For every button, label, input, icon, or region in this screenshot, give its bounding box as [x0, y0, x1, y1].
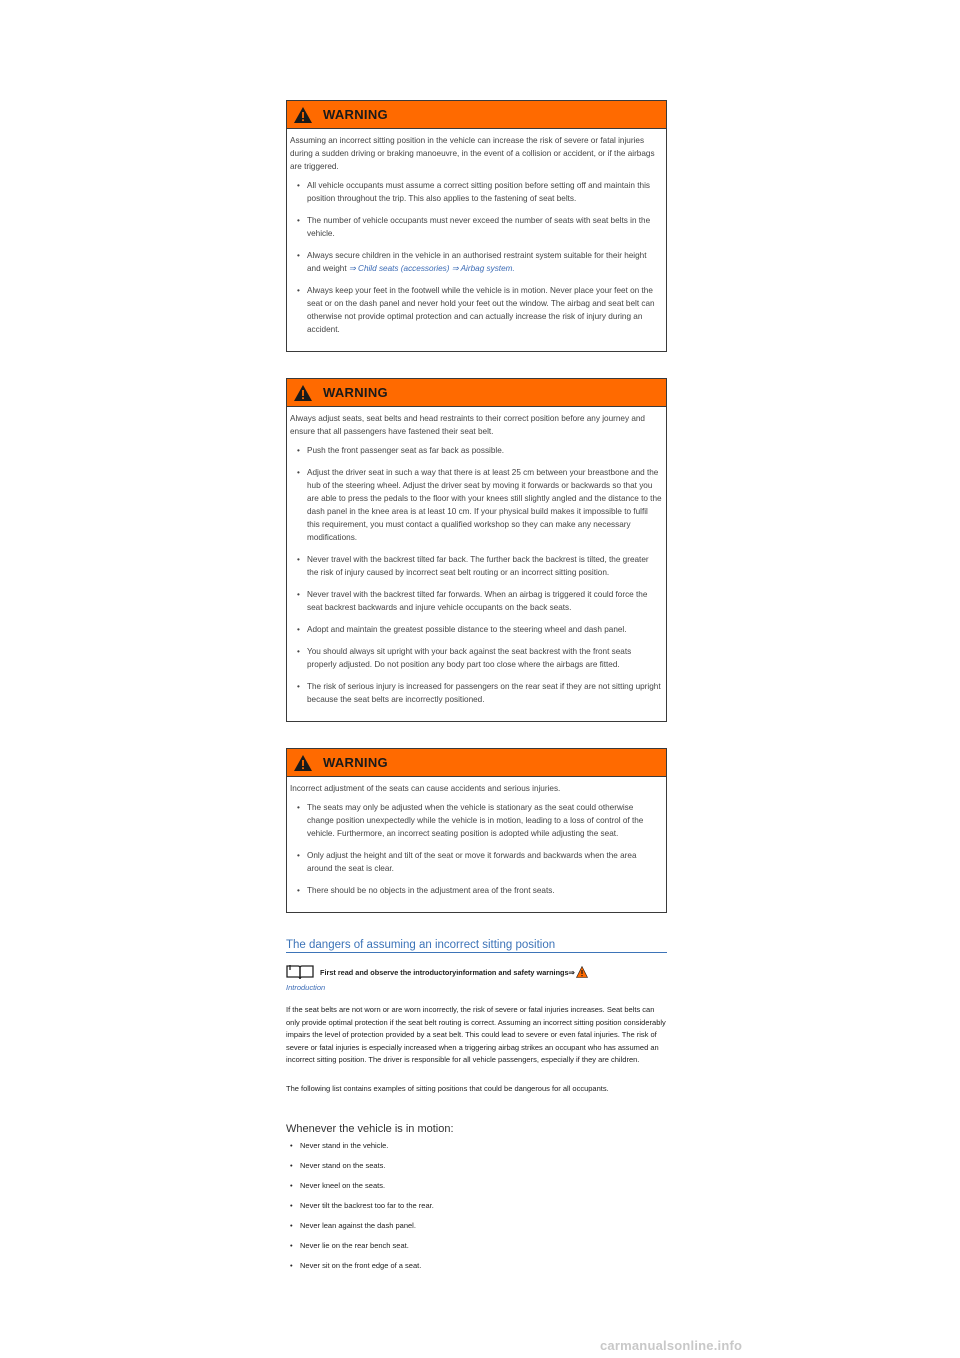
body-paragraph: If the seat belts are not worn or are worn incorrectly, the risk of severe or fatal injuries increases. Seat belts can only provide optimal protection if the seat belt routing is correct. Assuming an incorrect sitting position considerably impairs the level of protection provided by a seat belt. This could lead to severe or even fatal injuries. The risk of severe or fatal injuries is especially increased when a triggering airbag strikes an occupant who has assumed an incorrect sitting position. The driver is responsible for all vehicle passengers, especially if they are children.: [286, 1005, 666, 1064]
warning-triangle-icon: [293, 106, 313, 124]
warning-header: [287, 379, 666, 407]
warning-item: • The risk of serious injury is increased for passengers on the rear seat if they are not sitting upright because the seat belts are incorrectly positioned.: [290, 680, 662, 706]
list-item: • Never sit on the front edge of a seat.: [286, 1260, 667, 1280]
warning-item: • The number of vehicle occupants must never exceed the number of seats with seat belts in the vehicle.: [290, 214, 662, 240]
introduction-link[interactable]: Introduction: [286, 983, 326, 992]
manual-page: [286, 100, 667, 1280]
warning-triangle-icon: [293, 754, 313, 772]
section-title: The dangers of assuming an incorrect sitting position: [286, 939, 667, 953]
child-seats-airbag-link[interactable]: ⇒ Child seats (accessories) ⇒ Airbag system.: [348, 264, 515, 273]
list-item: • Never kneel on the seats.: [286, 1180, 667, 1200]
warning-item: • All vehicle occupants must assume a correct sitting position before setting off and maintain this position throughout the trip. This also applies to the fastening of seat belts.: [290, 179, 662, 205]
warning-item: • Always keep your feet in the footwell while the vehicle is in motion. Never place your feet on the seat or on the dash panel and never hold your feet out the window. The airbag and seat belt can otherwise not provide optimal protection and can actually increase the risk of injury during an accident.: [290, 284, 662, 336]
warning-title: WARNING: [323, 107, 388, 122]
warning-item: • Adopt and maintain the greatest possible distance to the steering wheel and dash panel.: [290, 623, 662, 636]
warning-item: • The seats may only be adjusted when the vehicle is stationary as the seat could otherwise change position unexpectedly while the vehicle is in motion, leading to a loss of control of the vehicle. Furthermore, an incorrect seating position is adopted while adjusting the seat.: [290, 801, 662, 840]
warning-triangle-icon[interactable]: [576, 966, 588, 978]
book-icon: [286, 964, 314, 980]
warning-header: [287, 749, 666, 777]
warning-intro: Assuming an incorrect sitting position in the vehicle can increase the risk of severe or fatal injuries during a sudden driving or braking manoeuvre, in the event of a collision or accident, or if the airbags are triggered.: [290, 136, 655, 171]
warning-item: • Only adjust the height and tilt of the seat or move it forwards and backwards when the area around the seat is clear.: [290, 849, 662, 875]
warning-title: WARNING: [323, 385, 388, 400]
warning-title: WARNING: [323, 755, 388, 770]
warning-item: • Never travel with the backrest tilted far forwards. When an airbag is triggered it could force the seat backrest backwards and injure vehicle occupants on the back seats.: [290, 588, 662, 614]
warning-item: [290, 249, 662, 275]
warning-item: • Push the front passenger seat as far back as possible.: [290, 444, 662, 457]
motion-list: [286, 1140, 667, 1280]
warning-item-text: Always secure children in the vehicle in an authorised restraint system suitable for their height and weight: [307, 251, 647, 273]
body-paragraph-2: The following list contains examples of sitting positions that could be dangerous for all occupants.: [286, 1083, 609, 1093]
warning-box-1: [286, 100, 667, 352]
warning-header: [287, 101, 666, 129]
read-first-text: First read and observe the introductoryinformation and safety warnings⇒: [320, 967, 575, 977]
list-item: • Never stand on the seats.: [286, 1160, 667, 1180]
warning-item: • There should be no objects in the adjustment area of the front seats.: [290, 884, 662, 897]
watermark: carmanualsonline.info: [600, 1338, 743, 1353]
warning-intro: Incorrect adjustment of the seats can cause accidents and serious injuries.: [290, 784, 561, 793]
list-item: • Never lean against the dash panel.: [286, 1220, 667, 1240]
list-item: • Never tilt the backrest too far to the rear.: [286, 1200, 667, 1220]
warning-item: • Never travel with the backrest tilted far back. The further back the backrest is tilted, the greater the risk of injury caused by incorrect seat belt routing or an incorrect sitting position.: [290, 553, 662, 579]
list-item: • Never lie on the rear bench seat.: [286, 1240, 667, 1260]
list-item: • Never stand in the vehicle.: [286, 1140, 667, 1160]
motion-subtitle: Whenever the vehicle is in motion:: [286, 1122, 454, 1135]
warning-box-3: [286, 748, 667, 913]
warning-item: • You should always sit upright with your back against the seat backrest with the front seats properly adjusted. Do not position any body part too close where the airbags are fitted.: [290, 645, 662, 671]
warning-item: • Adjust the driver seat in such a way that there is at least 25 cm between your breastbone and the hub of the steering wheel. Adjust the driver seat by moving it forwards or backwards so that you are able to press the pedals to the floor with your knees still slightly angled and the distance to the dash panel in the knee area is at least 10 cm. If your physical build makes it impossible to fulfil this requirement, you must contact a qualified workshop so they can make any necessary modifications.: [290, 466, 662, 544]
warning-triangle-icon: [293, 384, 313, 402]
warning-intro: Always adjust seats, seat belts and head restraints to their correct position before any journey and ensure that all passengers have fastened their seat belt.: [290, 414, 645, 436]
warning-box-2: [286, 378, 667, 722]
read-first-note: [286, 964, 667, 980]
